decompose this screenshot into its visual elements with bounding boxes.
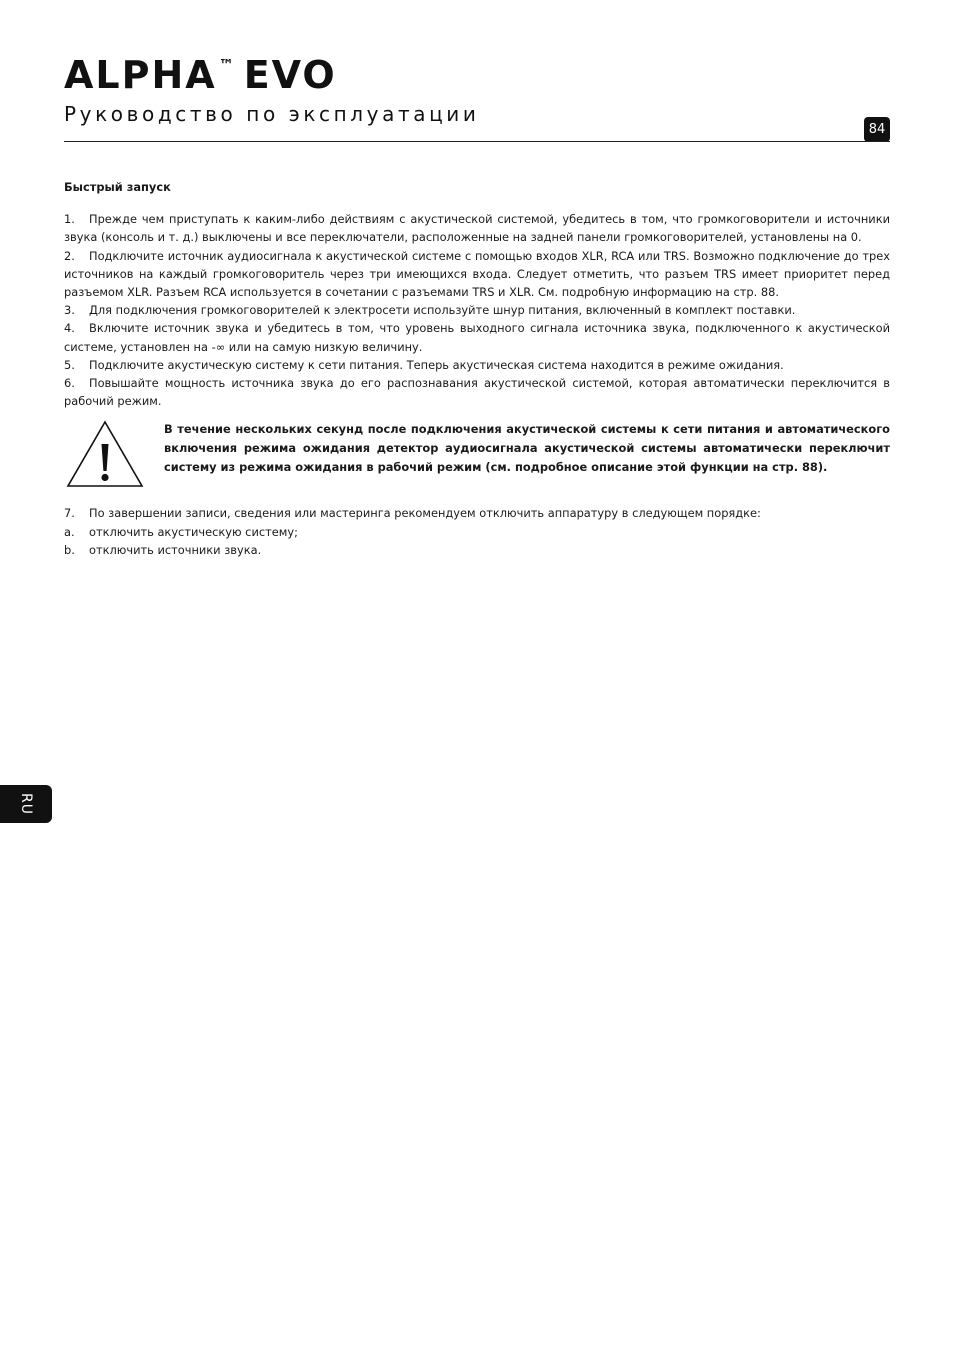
list-item bbox=[64, 374, 890, 410]
item-text: отключить акустическую систему; bbox=[89, 524, 298, 539]
item-number: b. bbox=[64, 542, 75, 557]
item-text: Подключите акустическую систему к сети питания. Теперь акустическая система находится в режиме ожидания. bbox=[89, 357, 784, 372]
warning-text: В течение нескольких секунд после подключения акустической системы к сети питания и автоматического включения режима ожидания детектор аудиосигнала акустической системы автоматически переключит систему из режима ожидания в рабочий режим (см. подробное описание этой функции на стр. 88). bbox=[164, 422, 890, 474]
warning-note bbox=[64, 420, 890, 488]
item-number: 2. bbox=[64, 248, 75, 263]
list-item bbox=[64, 504, 890, 522]
page-number-badge: 84 bbox=[864, 117, 890, 142]
list-item bbox=[64, 247, 890, 302]
item-text: Для подключения громкоговорителей к электросети используйте шнур питания, включенный в комплект поставки. bbox=[89, 303, 796, 318]
list-item bbox=[64, 301, 890, 319]
item-text: Повышайте мощность источника звука до его распознавания акустической системой, которая автоматически переключится в рабочий режим. bbox=[64, 376, 890, 409]
language-label: RU bbox=[17, 793, 34, 815]
item-number: 1. bbox=[64, 212, 75, 227]
brand-name: ALPHA bbox=[64, 53, 217, 97]
item-text: Прежде чем приступать к каким-либо действиям с акустической системой, убедитесь в том, что громкоговорители и источники звука (консоль и т. д.) выключены и все переключатели, расположенные на задней панели громкоговорителей, установлены на 0. bbox=[64, 212, 890, 245]
list-item bbox=[64, 210, 890, 246]
section-heading: Быстрый запуск bbox=[64, 180, 171, 194]
trademark-symbol: ™ bbox=[218, 56, 236, 74]
item-number: 6. bbox=[64, 376, 75, 391]
list-item bbox=[64, 523, 890, 541]
header-divider bbox=[64, 141, 890, 142]
item-number: 3. bbox=[64, 303, 75, 318]
list-item bbox=[64, 541, 890, 559]
item-text: Включите источник звука и убедитесь в том, что уровень выходного сигнала источника звука, подключенного к акустической системе, установлен на -∞ или на самую низкую величину. bbox=[64, 321, 890, 354]
item-number: a. bbox=[64, 524, 75, 539]
item-number: 7. bbox=[64, 506, 75, 521]
item-number: 5. bbox=[64, 357, 75, 372]
item-text: отключить источники звука. bbox=[89, 542, 262, 557]
list-item bbox=[64, 356, 890, 374]
product-title bbox=[64, 53, 337, 97]
warning-triangle-icon bbox=[66, 420, 144, 488]
list-item bbox=[64, 319, 890, 355]
document-subtitle: Руководство по эксплуатации bbox=[64, 102, 480, 126]
item-text: По завершении записи, сведения или мастеринга рекомендуем отключить аппаратуру в следующем порядке: bbox=[89, 506, 761, 521]
item-number: 4. bbox=[64, 321, 75, 336]
language-tab bbox=[0, 785, 52, 823]
brand-suffix: EVO bbox=[243, 53, 337, 97]
quick-start-section bbox=[64, 178, 890, 559]
item-text: Подключите источник аудиосигнала к акустической системе с помощью входов XLR, RCA или TRS. Возможно подключение до трех источников на каждый громкоговоритель через три имеющихся входа. Следует отметить, что разъем TRS имеет приоритет перед разъемом XLR. Разъем RCA используется в сочетании с разъемами TRS и XLR. См. подробную информацию на стр. 88. bbox=[64, 248, 890, 300]
